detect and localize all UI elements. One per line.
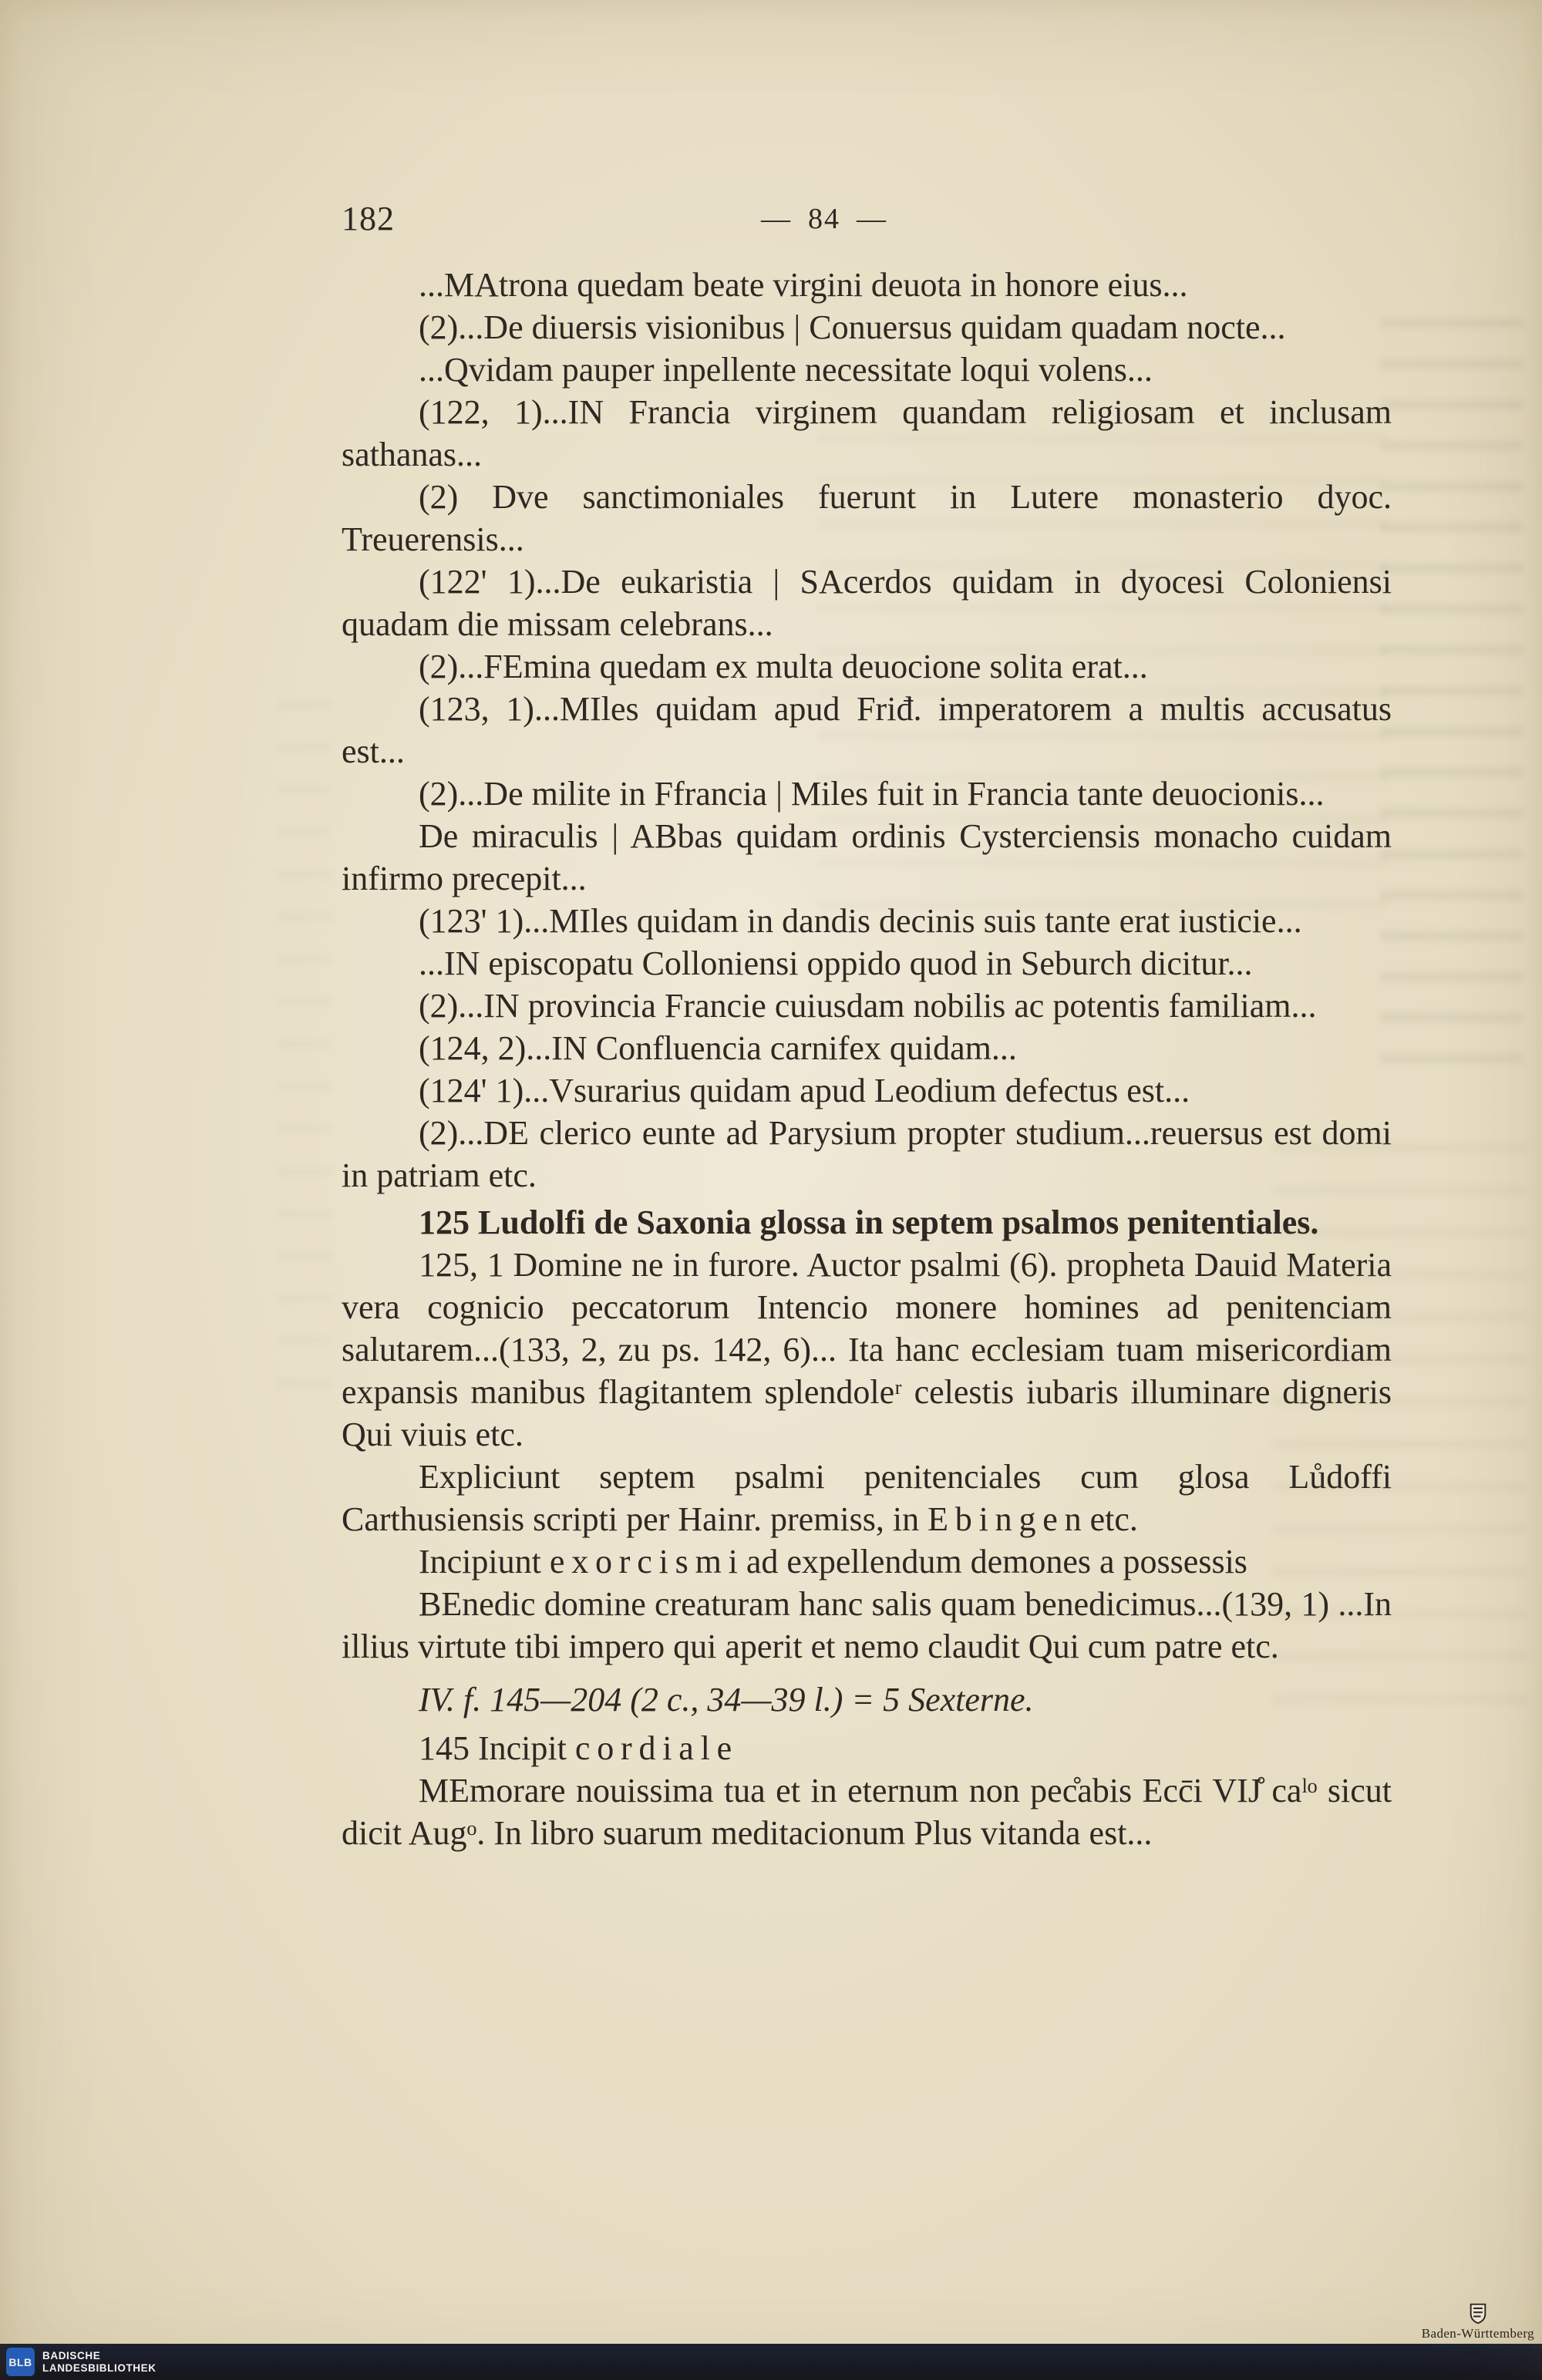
bleedthrough-overlay [278, 694, 332, 1388]
text-block [342, 264, 1392, 1854]
paragraph: (2)...De milite in Ffrancia | Miles fuit in Francia tante deuocionis... [419, 775, 1325, 813]
paragraph: Expliciunt septem psalmi penitenciales cum glosa Lůdoffi Carthusiensis scripti per Hainr. premiss, in E b i n g e n etc. [342, 1458, 1392, 1538]
paragraph: (2) Dve sanctimoniales fuerunt in Lutere monasterio dyoc. Treuerensis... [342, 478, 1392, 558]
paragraph: 125, 1 Domine ne in furore. Auctor psalmi (6). propheta Dauid Materia vera cognicio peccatorum Intencio monere homines ad penitenciam salutarem...(133, 2, zu ps. 142, 6)... Ita hanc ecclesiam tuam misericordiam expansis manibus flagitantem splendoleʳ celestis iubaris illuminare digneris Qui viuis etc. [342, 1246, 1392, 1453]
paragraph: BEnedic domine creaturam hanc salis quam benedicimus...(139, 1) ...In illius virtute tibi impero qui aperit et nemo claudit Qui cum patre etc. [342, 1585, 1392, 1665]
bleedthrough-overlay [1380, 293, 1523, 1064]
state-mark [1422, 2303, 1534, 2341]
paragraph: Incipiunt e x o r c i s m i ad expellendum demones a possessis [419, 1543, 1247, 1580]
paragraph: (2)...IN provincia Francie cuiusdam nobilis ac potentis familiam... [419, 987, 1317, 1025]
paragraph: (123' 1)...MIles quidam in dandis decinis suis tante erat iusticie... [419, 902, 1302, 940]
paragraph: (122' 1)...De eukaristia | SAcerdos quidam in dyocesi Coloniensi quadam die missam celebrans... [342, 563, 1392, 643]
paragraph: 125 Ludolfi de Saxonia glossa in septem psalmos penitentiales. [419, 1203, 1319, 1241]
paragraph: MEmorare nouissima tua et in eternum non pec̊abis Ecc̄i VIJ̊ caˡᵒ sicut dicit Augᵒ. In libro suarum meditacionum Plus vitanda est... [342, 1772, 1392, 1852]
state-name: Baden-Württemberg [1421, 2326, 1534, 2341]
paragraph: (123, 1)...MIles quidam apud Friđ. imperatorem a multis accusatus est... [342, 690, 1392, 770]
library-line: BADISCHE [42, 2349, 101, 2361]
page-header [342, 199, 1392, 237]
paragraph: (124, 2)...IN Confluencia carnifex quidam... [419, 1029, 1017, 1067]
folio-number: — 84 — [761, 203, 887, 235]
paragraph: ...Qvidam pauper inpellente necessitate loqui volens... [419, 351, 1153, 389]
footer-bar [0, 2344, 1542, 2380]
paragraph: (2)...De diuersis visionibus | Conuersus quidam quadam nocte... [419, 308, 1286, 346]
paragraph: (2)...DE clerico eunte ad Parysium propter studium...reuersus est domi in patriam etc. [342, 1114, 1392, 1194]
paragraph: ...MAtrona quedam beate virgini deuota in honore eius... [419, 266, 1188, 304]
paragraph: (122, 1)...IN Francia virginem quandam religiosam et inclusam sathanas... [342, 393, 1392, 473]
paragraph: IV. f. 145—204 (2 c., 34—39 l.) = 5 Sexterne. [419, 1681, 1034, 1719]
library-line: LANDESBIBLIOTHEK [42, 2361, 157, 2374]
blb-logo: BLB [6, 2348, 35, 2376]
page-number: 182 [342, 200, 395, 237]
paragraph: (2)...FEmina quedam ex multa deuocione solita erat... [419, 648, 1148, 685]
coat-of-arms-icon [1469, 2303, 1487, 2324]
paragraph: 145 Incipit c o r d i a l e [419, 1729, 732, 1767]
paragraph: De miraculis | ABbas quidam ordinis Cysterciensis monacho cuidam infirmo precepit... [342, 817, 1392, 897]
library-name [42, 2350, 157, 2375]
paragraph: ...IN episcopatu Colloniensi oppido quod in Seburch dicitur... [419, 944, 1253, 982]
paragraph: (124' 1)...Vsurarius quidam apud Leodium defectus est... [419, 1072, 1190, 1109]
